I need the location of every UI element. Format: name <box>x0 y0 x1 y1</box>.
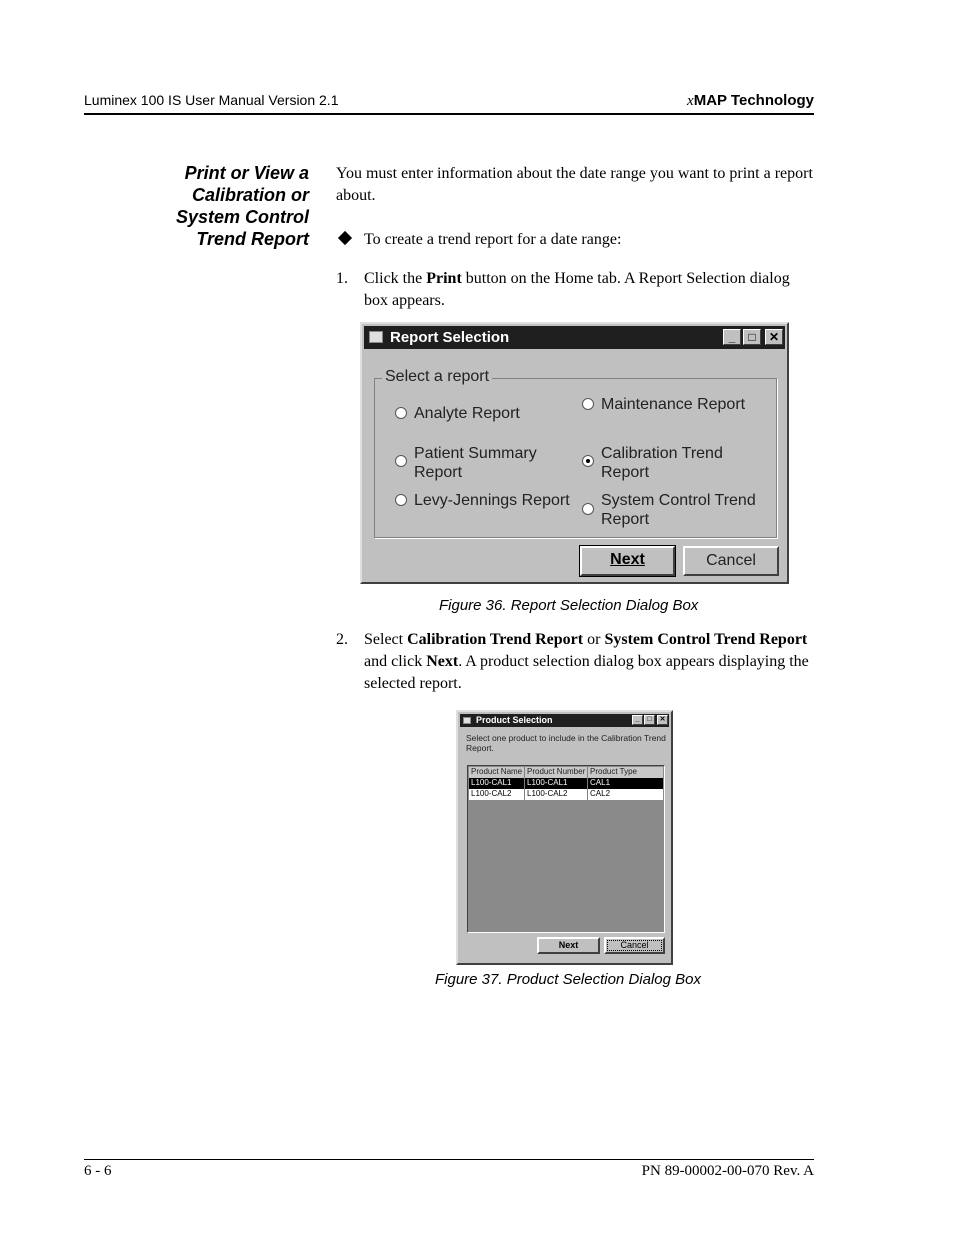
step-text-bold: Calibration Trend Report <box>407 631 584 648</box>
maximize-icon[interactable]: □ <box>743 329 761 345</box>
radio-label: Report <box>601 464 650 481</box>
next-button[interactable]: Next <box>537 937 600 954</box>
radio-label: Analyte Report <box>414 405 520 422</box>
part-number: PN 89-00002-00-070 Rev. A <box>641 1163 814 1179</box>
column-header[interactable]: Product Number <box>525 767 588 778</box>
step-text-part: . A product selection dialog box appears displaying the selected report. <box>364 653 809 692</box>
step-number: 2. <box>336 631 348 648</box>
diamond-bullet-icon <box>338 231 352 245</box>
product-selection-dialog <box>456 710 673 965</box>
step-text-bold: System Control Trend Report <box>604 631 808 648</box>
product-listbox[interactable] <box>467 765 665 933</box>
dialog-titlebar <box>460 714 669 727</box>
list-cell: CAL1 <box>590 778 611 787</box>
radio-label: Report <box>414 464 463 481</box>
dialog-description: Select one product to include in the Calibration Trend Report. <box>466 733 666 753</box>
list-cell: L100-CAL1 <box>525 778 588 789</box>
running-header-title: Luminex 100 IS User Manual Version 2.1 <box>84 92 339 108</box>
section-heading <box>109 162 309 250</box>
dialog-titlebar <box>364 326 785 349</box>
footer-rule <box>84 1159 814 1160</box>
next-button[interactable] <box>580 546 675 576</box>
step-1 <box>336 268 816 312</box>
step-number: 1. <box>336 270 348 287</box>
step-text-part: button on the Home tab. A Report Selection dialog box appears. <box>364 270 790 309</box>
column-header[interactable]: Product Type <box>590 767 637 776</box>
minimize-icon[interactable]: _ <box>632 715 643 725</box>
list-row-selected[interactable] <box>469 778 663 789</box>
list-cell: L100-CAL1 <box>469 778 525 789</box>
radio-button-icon[interactable] <box>582 398 594 410</box>
radio-analyte-report[interactable] <box>395 404 520 423</box>
radio-label: Report <box>601 511 650 528</box>
step-text <box>364 629 816 695</box>
step-text-part: and click <box>364 653 427 670</box>
close-icon[interactable]: ✕ <box>657 715 668 725</box>
bullet-item <box>336 229 816 251</box>
radio-button-icon[interactable] <box>395 407 407 419</box>
intro-paragraph: You must enter information about the date range you want to print a report about. <box>336 165 813 204</box>
minimize-icon[interactable]: _ <box>723 329 741 345</box>
list-cell: L100-CAL2 <box>469 789 525 800</box>
radio-levy-jennings-report[interactable] <box>395 491 570 510</box>
radio-label: Patient Summary <box>414 445 537 462</box>
next-button-label: Next <box>610 551 645 568</box>
radio-label: System Control Trend <box>601 492 756 509</box>
page-number: 6 - 6 <box>84 1163 112 1179</box>
radio-button-icon[interactable] <box>395 494 407 506</box>
step-2 <box>336 629 816 695</box>
list-cell: L100-CAL2 <box>525 789 588 800</box>
section-heading-line: System Control <box>175 207 309 227</box>
window-app-icon <box>463 717 471 724</box>
step-text-part: Click the <box>364 270 427 287</box>
radio-label: Maintenance Report <box>601 396 746 413</box>
radio-patient-summary-report[interactable] <box>395 444 537 482</box>
bullet-text: To create a trend report for a date range: <box>364 231 622 248</box>
brand-prefix: x <box>687 93 694 109</box>
section-heading-line: Calibration or <box>191 185 309 205</box>
step-text-bold: Print <box>426 270 462 287</box>
step-text-part: Select <box>364 631 408 648</box>
figure-36-caption: Figure 36. Report Selection Dialog Box <box>439 597 699 614</box>
close-icon[interactable]: ✕ <box>765 329 783 345</box>
section-heading-line: Print or View a <box>184 163 309 183</box>
groupbox-label: Select a report <box>382 368 492 386</box>
header-rule <box>84 113 814 115</box>
column-header[interactable]: Product Name <box>469 767 525 778</box>
radio-maintenance-report[interactable] <box>582 395 745 414</box>
radio-label: Levy-Jennings Report <box>414 492 570 509</box>
radio-calibration-trend-report[interactable] <box>582 444 723 482</box>
step-text <box>364 268 816 312</box>
radio-label: Calibration Trend <box>601 445 723 462</box>
brand-name: MAP Technology <box>693 92 814 109</box>
step-text-bold: Next <box>426 653 459 670</box>
radio-button-icon[interactable] <box>582 503 594 515</box>
step-text-part: or <box>583 631 605 648</box>
figure-37-caption: Figure 37. Product Selection Dialog Box <box>435 971 701 988</box>
running-header-brand <box>687 92 814 110</box>
dialog-title: Product Selection <box>476 715 553 725</box>
report-selection-dialog <box>360 322 789 584</box>
cancel-button[interactable]: Cancel <box>604 937 665 954</box>
radio-button-selected-icon[interactable] <box>582 455 594 467</box>
dialog-title: Report Selection <box>390 329 510 346</box>
list-row[interactable] <box>469 789 663 800</box>
section-heading-line: Trend Report <box>196 229 309 249</box>
list-header <box>469 767 663 778</box>
radio-system-control-trend-report[interactable] <box>582 491 756 529</box>
radio-button-icon[interactable] <box>395 455 407 467</box>
maximize-icon[interactable]: □ <box>644 715 655 725</box>
list-cell: CAL2 <box>590 789 611 798</box>
window-app-icon <box>369 331 383 343</box>
cancel-button[interactable]: Cancel <box>683 546 779 576</box>
